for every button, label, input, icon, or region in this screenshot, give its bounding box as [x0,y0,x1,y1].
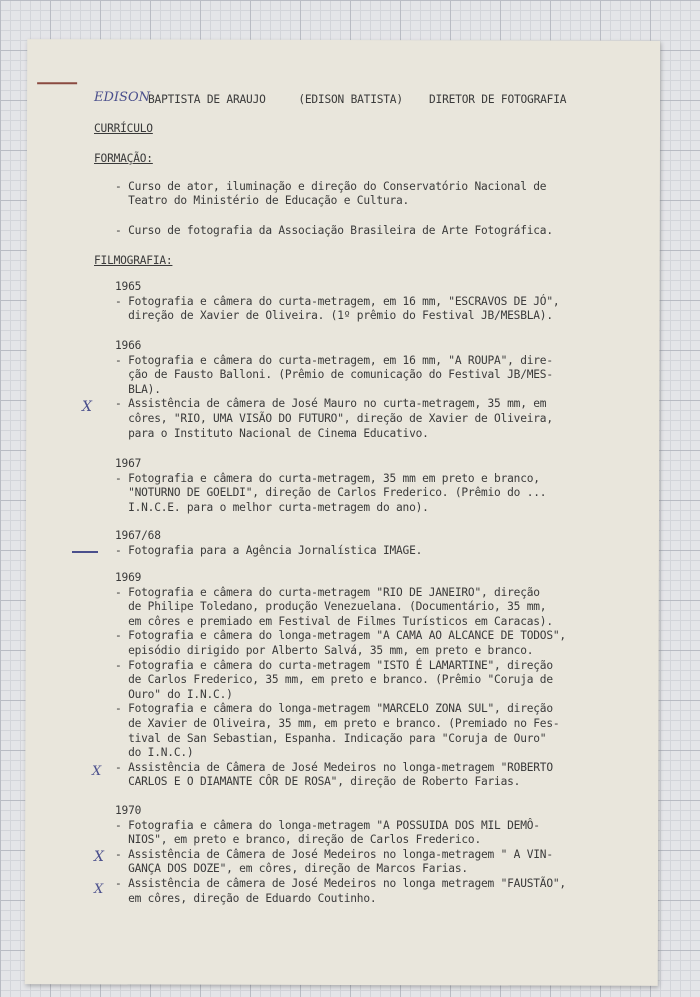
film-entry-line: BLA). [115,382,161,396]
margin-mark-x: X [82,399,92,415]
formacao-item-1-line-1: - Curso de ator, iluminação e direção do Conservatório Nacional de [115,180,547,193]
year-label: 1967/68 [115,529,161,542]
year-label: 1966 [115,339,142,352]
film-entry-line: - Fotografia e câmera do longa-metragem "MARCELO ZONA SUL", direção [115,702,553,716]
film-entry-line: - Fotografia e câmera do curta-metragem, em 16 mm, "A ROUPA", dire- [115,353,553,367]
margin-mark-dash [72,551,98,553]
film-entry-line: de Philipe Toledano, produção Venezuelana. (Documentário, 35 mm, [115,600,547,614]
film-entry-line: CARLOS E O DIAMANTE CÔR DE ROSA", direção de Roberto Farias. [115,775,521,789]
year-label: 1967 [115,457,142,470]
year-label: 1970 [115,804,142,817]
film-entry-line: em côres e premiado em Festival de Filmes Turísticos em Caracas). [115,614,553,628]
year-label: 1965 [115,280,142,293]
film-entry-line: - Fotografia e câmera do curta-metragem "RIO DE JANEIRO", direção [115,585,540,599]
margin-mark-x: X [92,764,102,779]
film-entry-line: episódio dirigido por Alberto Salvá, 35 mm, em preto e branco. [115,644,534,657]
formacao-item-2-line-1: - Curso de fotografia da Associação Brasileira de Arte Fotográfica. [115,224,553,237]
year-label: 1969 [115,571,142,584]
formacao-item-1-line-2: Teatro do Ministério de Educação e Cultura. [115,194,410,207]
film-entry-line: - Fotografia para a Agência Jornalística IMAGE. [115,543,423,557]
formacao-title: FORMAÇÃO: [94,152,153,165]
film-entry-line: para o Instituto Nacional de Cinema Educativo. [115,426,429,440]
film-entry-line: côres, "RIO, UMA VISÃO DO FUTURO", direção de Xavier de Oliveira, [115,412,553,425]
margin-mark-top [37,82,77,84]
film-entry-line: - Assistência de Câmera de José Medeiros no longa-metragem " A VIN- [115,847,553,861]
film-entry-line: - Assistência de Câmera de José Medeiros no longa-metragem "ROBERTO [115,760,553,774]
film-entry-line: - Fotografia e câmera do longa-metragem "A POSSUIDA DOS MIL DEMÔ- [115,818,540,832]
header-line: BAPTISTA DE ARAUJO (EDISON BATISTA) DIRETOR DE FOTOGRAFIA [148,93,567,106]
film-entry-line: - Fotografia e câmera do curta-metragem "ISTO É LAMARTINE", direção [115,658,553,672]
film-entry-line: I.N.C.E. para o melhor curta-metragem do ano). [115,500,429,514]
film-entry-line: de Carlos Frederico, 35 mm, em preto e branco. (Prêmio "Coruja de [115,673,553,687]
film-entry-line: em côres, direção de Eduardo Coutinho. [115,891,377,905]
film-entry-line: NIOS", em preto e branco, direção de Carlos Frederico. [115,833,481,847]
film-entry-line: tival de San Sebastian, Espanha. Indicação para "Coruja de Ouro" [115,731,547,745]
margin-mark-x: X [94,849,104,865]
film-entry-line: de Xavier de Oliveira, 35 mm, em preto e branco. (Premiado no Fes- [115,717,560,730]
film-entry-line: "NOTURNO DE GOELDI", direção de Carlos Frederico. (Prêmio do ... [115,486,547,500]
film-entry-line: ção de Fausto Balloni. (Prêmio de comunicação do Festival JB/MES- [115,368,553,382]
film-entry-line: Ouro" do I.N.C.) [115,687,233,701]
film-entry-line: - Assistência de câmera de José Medeiros no longa metragem "FAUSTÃO", [115,877,566,890]
margin-mark-x: X [94,882,104,897]
film-entry-line: - Assistência de câmera de José Mauro no curta-metragem, 35 mm, em [115,397,547,411]
film-entry-line: - Fotografia e câmera do longa-metragem "A CAMA AO ALCANCE DE TODOS", [115,629,566,643]
handwritten-first-name: EDISON [94,90,150,105]
film-entry-line: direção de Xavier de Oliveira. (1º prêmio do Festival JB/MESBLA). [115,309,553,323]
film-entry-line: GANÇA DOS DOZE", em côres, direção de Marcos Farias. [115,862,468,876]
curriculo-title: CURRÍCULO [94,122,153,135]
film-entry-line: - Fotografia e câmera do curta-metragem, 35 mm em preto e branco, [115,471,540,485]
film-entry-line: - Fotografia e câmera do curta-metragem, em 16 mm, "ESCRAVOS DE JÓ", [115,294,560,308]
filmografia-title: FILMOGRAFIA: [94,254,173,267]
film-entry-line: do I.N.C.) [115,746,194,760]
